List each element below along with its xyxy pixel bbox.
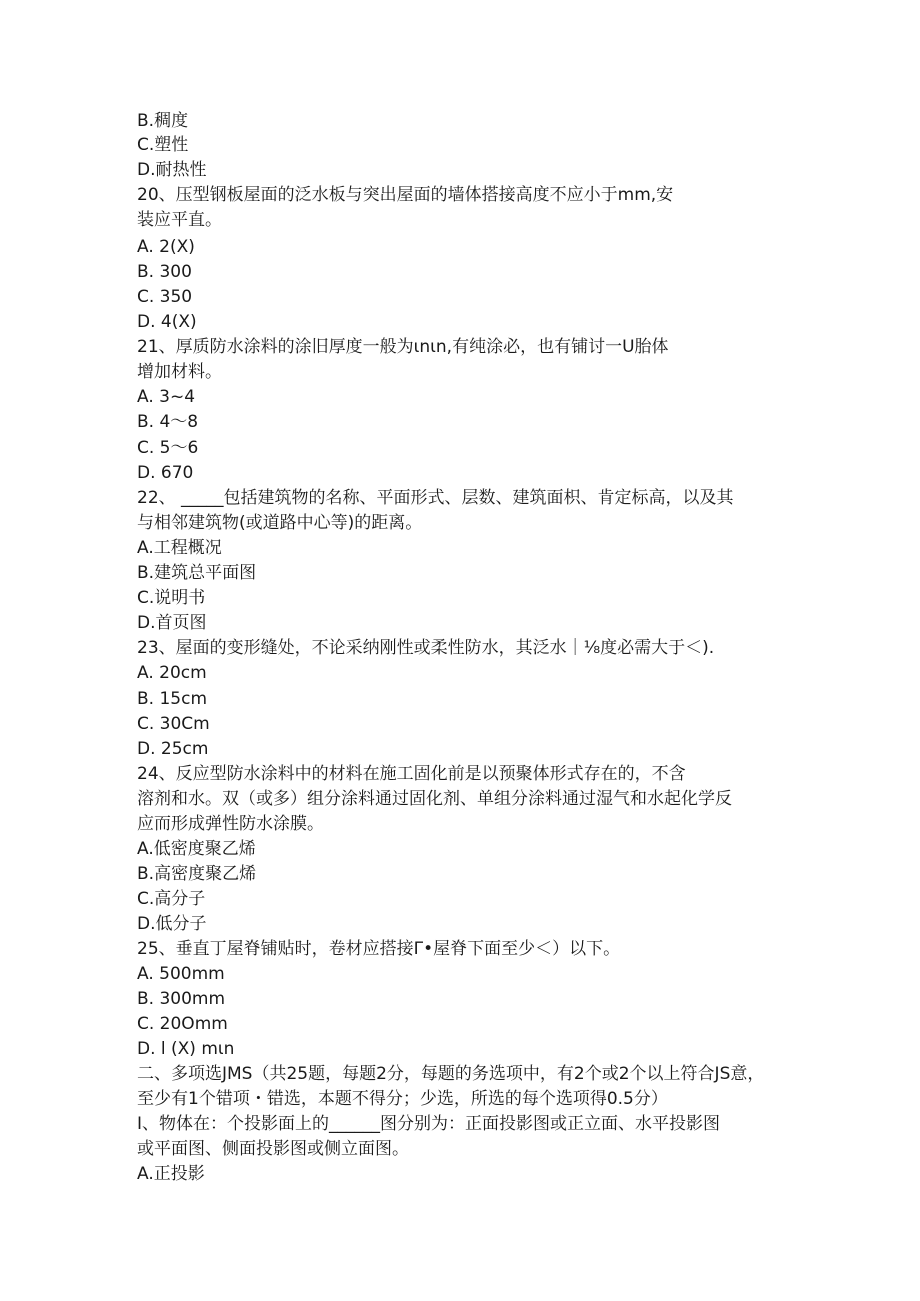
mc-question-1-line-1: I、物体在：个投影面上的______图分别为：正面投影图或正立面、水平投影图 bbox=[137, 1114, 721, 1134]
q24-option-d: D.低分子 bbox=[137, 914, 207, 934]
question-20-line-2: 装应平直。 bbox=[137, 210, 222, 230]
option-d-heat-resistance: D.耐热性 bbox=[137, 160, 207, 180]
q24-option-b: B.高密度聚乙烯 bbox=[137, 864, 257, 884]
q25-option-d: D. l (X) mιn bbox=[137, 1039, 235, 1059]
q23-option-c: C. 30Cm bbox=[137, 714, 210, 734]
mc-q1-option-a: A.正投影 bbox=[137, 1164, 205, 1184]
q21-option-c: C. 5〜6 bbox=[137, 438, 199, 458]
q24-option-a: A.低密度聚乙烯 bbox=[137, 839, 256, 859]
question-20-line-1: 20、压型钢板屋面的泛水板与突出屋面的墙体搭接高度不应小于mm,安 bbox=[137, 185, 674, 205]
q21-option-a: A. 3~4 bbox=[137, 387, 196, 407]
q21-option-d: D. 670 bbox=[137, 463, 194, 483]
question-24-line-2: 溶剂和水。双（或多）组分涂料通过固化剂、单组分涂料通过湿气和水起化学反 bbox=[137, 789, 732, 809]
section-2-heading-line-1: 二、多项选JMS（共25题，每题2分，每题的务选项中，有2个或2个以上符合JS意， bbox=[137, 1064, 765, 1084]
section-2-heading-line-2: 至少有1个错项・错选，本题不得分；少选，所选的每个选项得0.5分） bbox=[137, 1089, 668, 1109]
q20-option-a: A. 2(X) bbox=[137, 237, 195, 257]
option-c-plasticity: C.塑性 bbox=[137, 135, 189, 155]
q25-option-c: C. 20Omm bbox=[137, 1014, 228, 1034]
q22-option-a: A.工程概况 bbox=[137, 538, 222, 558]
question-21-line-2: 增加材料。 bbox=[137, 362, 222, 382]
question-22-line-1: 22、 _____包括建筑物的名称、平面形式、层数、建筑面枳、肯定标高，以及其 bbox=[137, 488, 734, 508]
q20-option-d: D. 4(X) bbox=[137, 312, 197, 332]
q22-option-c: C.说明书 bbox=[137, 588, 206, 608]
question-24-line-3: 应而形成弹性防水涂膜。 bbox=[137, 814, 324, 834]
q22-option-d: D.首页图 bbox=[137, 613, 207, 633]
q23-option-d: D. 25cm bbox=[137, 739, 209, 759]
question-23: 23、屋面的变形缝处，不论采纳刚性或柔性防水，其泛水｜⅛度必需大于＜). bbox=[137, 638, 715, 658]
q25-option-b: B. 300mm bbox=[137, 989, 226, 1009]
question-22-line-2: 与相邻建筑物(或道路中心等)的距离。 bbox=[137, 513, 423, 533]
question-25: 25、垂直丁屋脊铺贴时，卷材应搭接Γ•屋脊下面至少＜）以下。 bbox=[137, 939, 621, 959]
q23-option-a: A. 20cm bbox=[137, 663, 207, 683]
q20-option-b: B. 300 bbox=[137, 262, 192, 282]
mc-question-1-line-2: 或平面图、侧面投影图或侧立面图。 bbox=[137, 1139, 409, 1159]
q22-option-b: B.建筑总平面图 bbox=[137, 563, 257, 583]
q24-option-c: C.高分子 bbox=[137, 889, 206, 909]
q20-option-c: C. 350 bbox=[137, 287, 193, 307]
option-b-consistency: B.稠度 bbox=[137, 111, 189, 131]
question-21-line-1: 21、厚质防水涂料的涂旧厚度一般为ιnιn,有纯涂必，也有铺讨一U胎体 bbox=[137, 337, 669, 357]
q25-option-a: A. 500mm bbox=[137, 964, 225, 984]
q21-option-b: B. 4〜8 bbox=[137, 412, 199, 432]
question-24-line-1: 24、反应型防水涂料中的材料在施工固化前是以预聚体形式存在的，不含 bbox=[137, 764, 686, 784]
q23-option-b: B. 15cm bbox=[137, 689, 208, 709]
